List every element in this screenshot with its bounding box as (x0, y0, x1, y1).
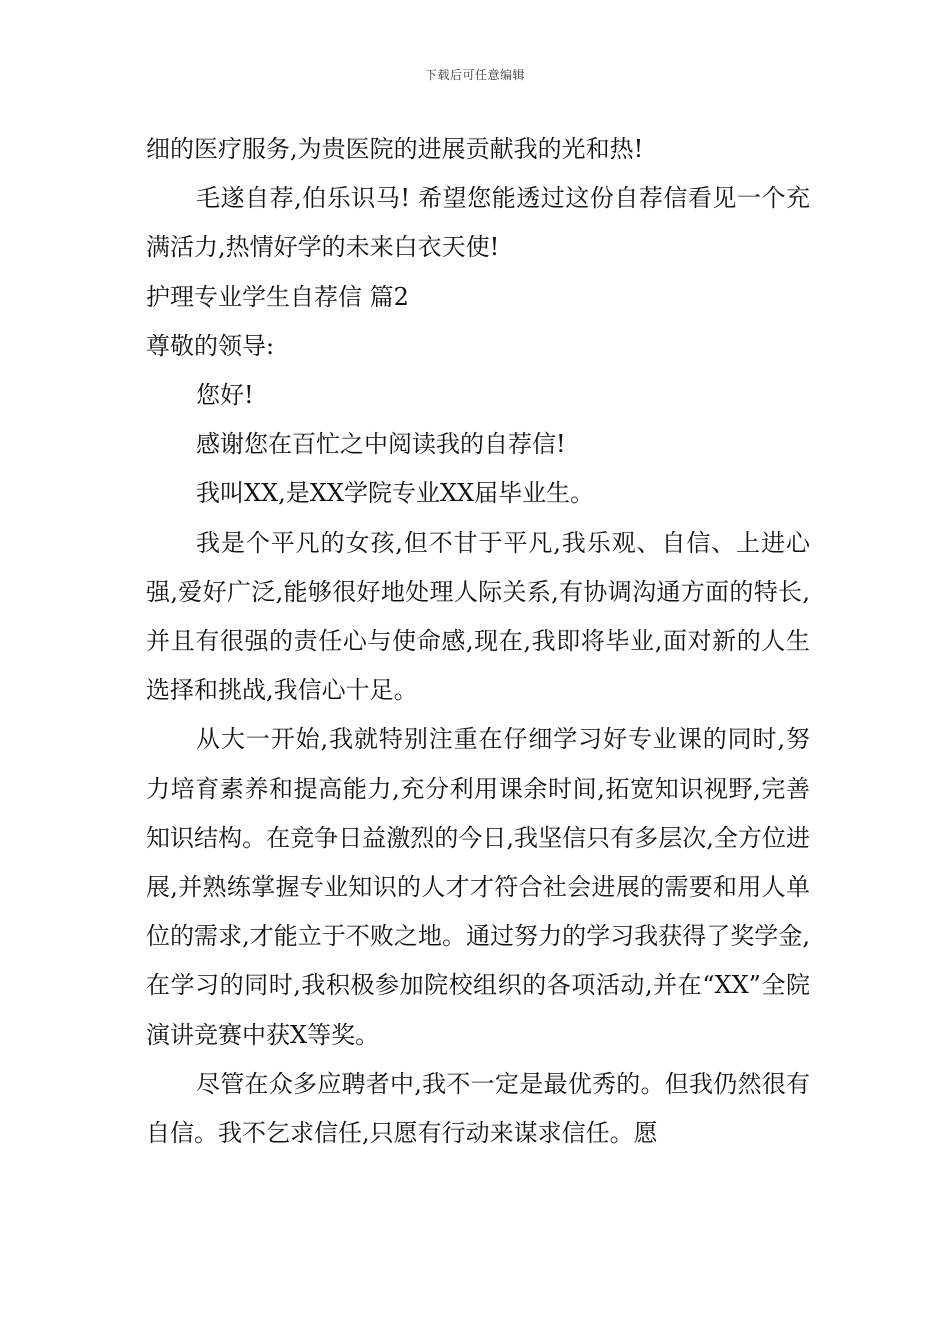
paragraph-study: 从大一开始,我就特别注重在仔细学习好专业课的同时,努力培育素养和提高能力,充分利用课余时间,拓宽知识视野,完善知识结构。在竞争日益激烈的今日,我坚信只有多层次,全方位进展,并熟练掌握专业知识的人才才符合社会进展的需要和用人单位的需求,才能立于不败之地。通过努力的学习我获得了奖学金,在学习的同时,我积极参加院校组织的各项活动,并在“XX”全院演讲竞赛中获X等奖。 (146, 725, 810, 1049)
salutation: 尊敬的领导: (146, 331, 275, 360)
paragraph-introduction: 我叫XX,是XX学院专业XX届毕业生。 (196, 479, 595, 508)
paragraph-personality: 我是个平凡的女孩,但不甘于平凡,我乐观、自信、上进心强,爱好广泛,能够很好地处理人际关系,有协调沟通方面的特长,并且有很强的责任心与使命感,现在,我即将毕业,面对新的人生选择和挑战,我信心十足。 (146, 528, 810, 705)
section-title: 护理专业学生自荐信 篇2 (146, 282, 409, 311)
paragraph-thanks: 感谢您在百忙之中阅读我的自荐信! (196, 430, 566, 459)
paragraph-confidence: 尽管在众多应聘者中,我不一定是最优秀的。但我仍然很有自信。我不乞求信任,只愿有行动来谋求信任。愿 (146, 1069, 810, 1148)
paragraph-self-recommendation: 毛遂自荐,伯乐识马! 希望您能透过这份自荐信看见一个充满活力,热情好学的未来白衣天使! (146, 184, 810, 262)
page-header: 下载后可任意编辑 (424, 68, 525, 82)
greeting: 您好! (196, 381, 254, 410)
paragraph-closing-line: 细的医疗服务,为贵医院的进展贡献我的光和热! (146, 135, 644, 163)
letter-body (146, 125, 810, 1158)
